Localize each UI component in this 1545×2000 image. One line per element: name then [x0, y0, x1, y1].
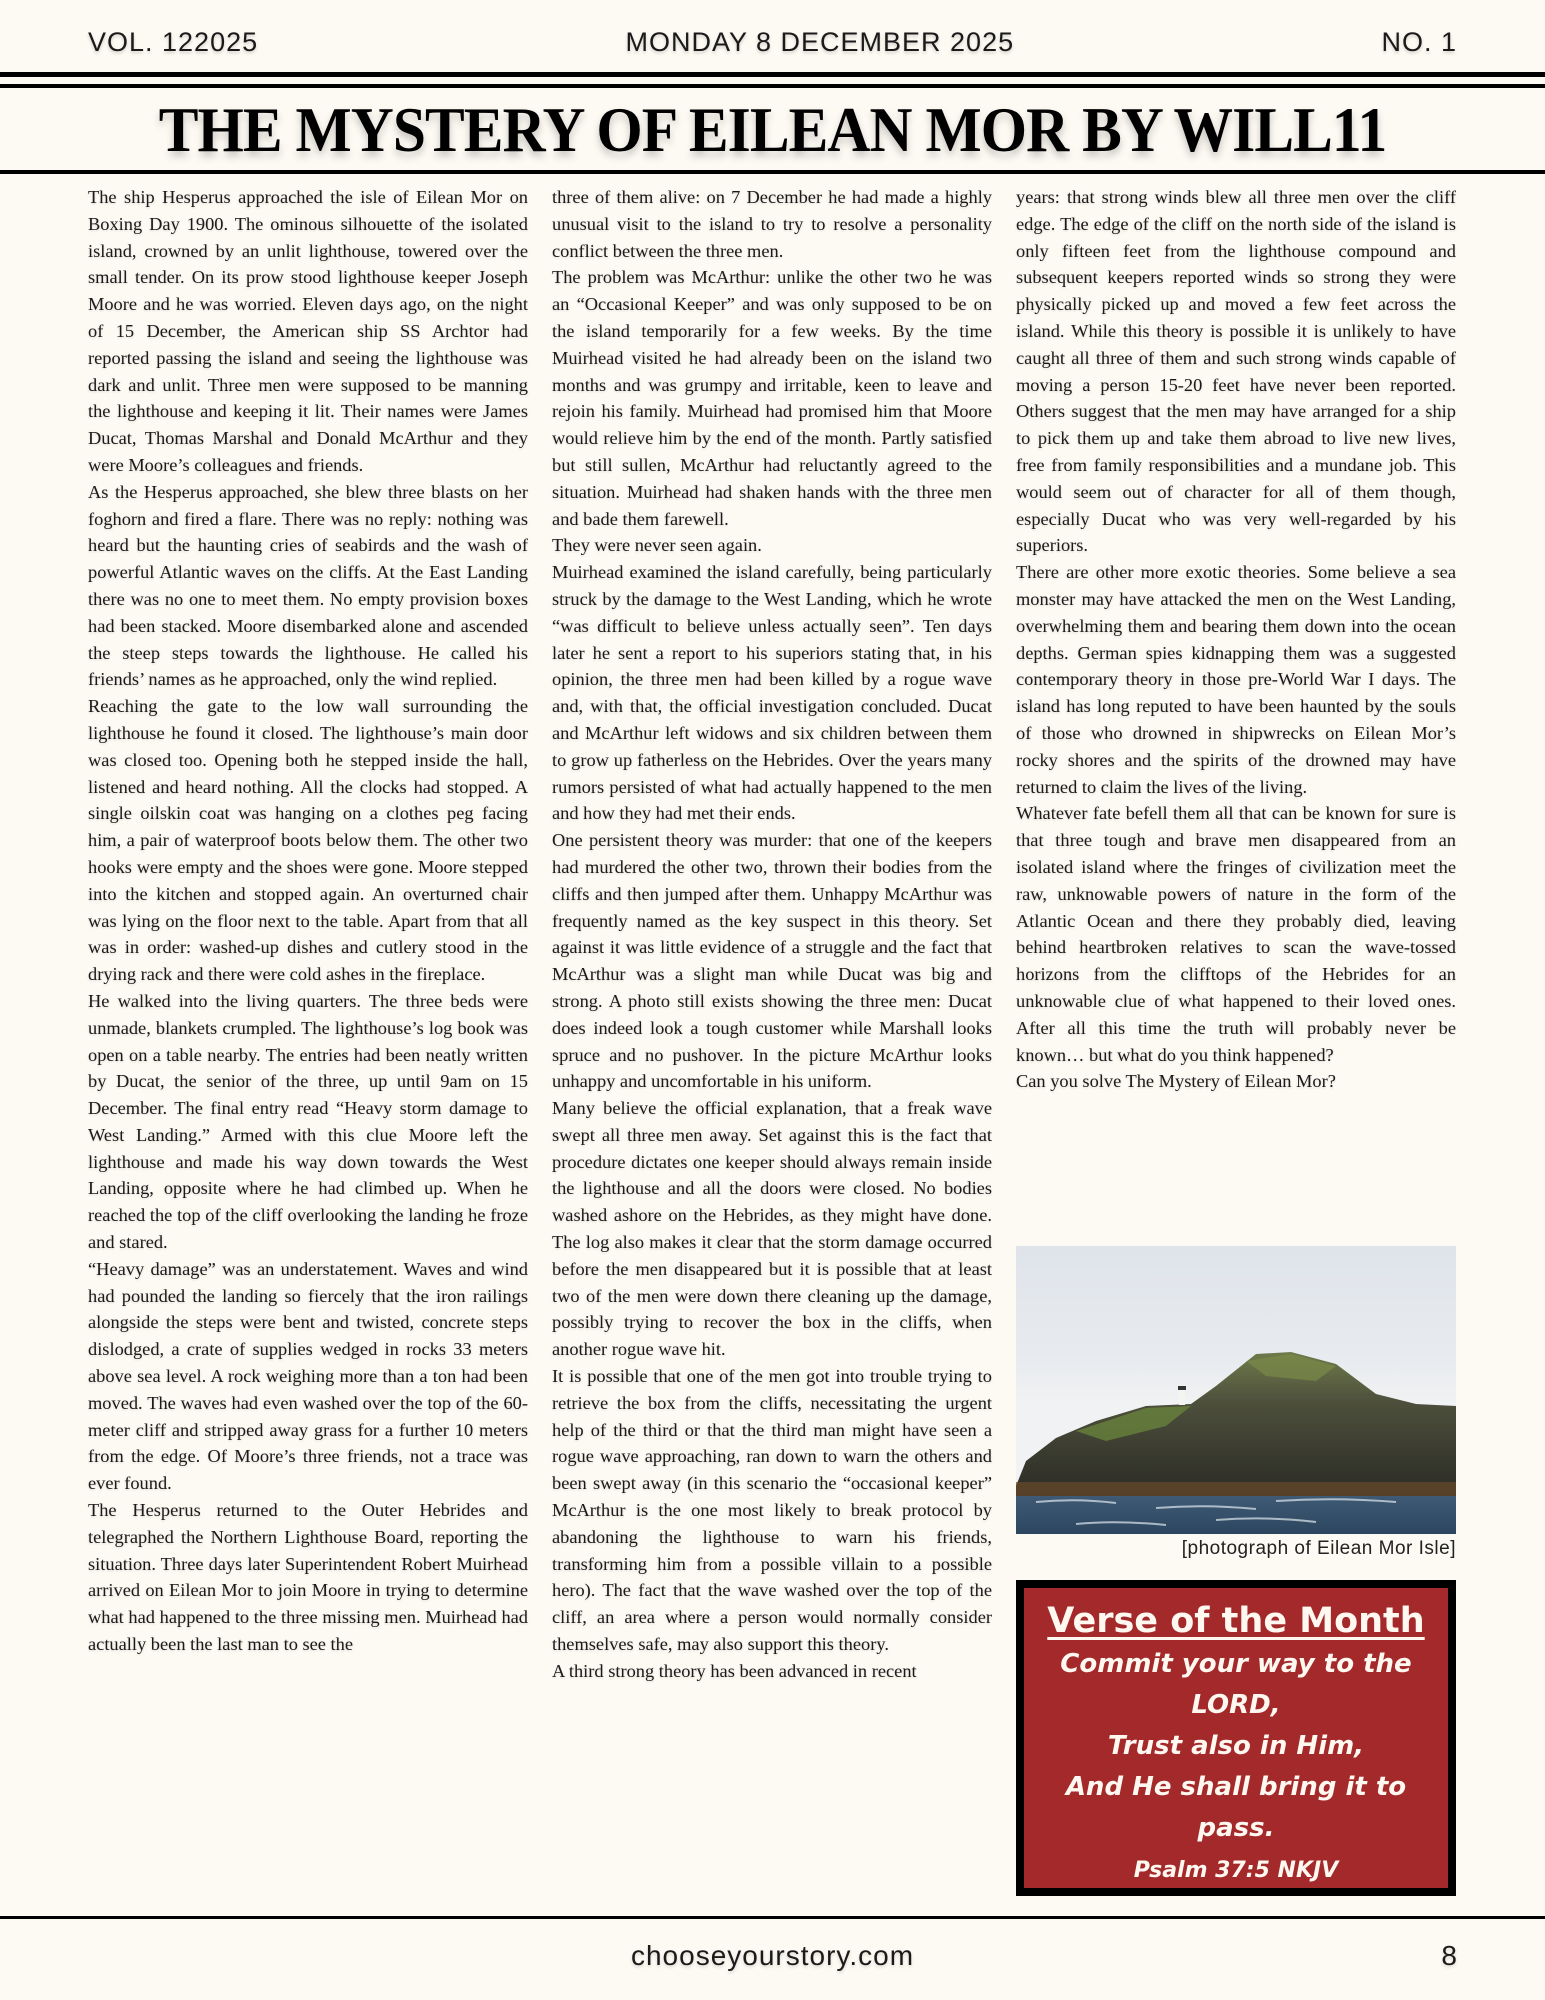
article-column-1 [88, 184, 528, 1658]
paragraph: Can you solve The Mystery of Eilean Mor? [1016, 1071, 1336, 1092]
paragraph: The ship Hesperus approached the isle of Eilean Mor on Boxing Day 1900. The ominous silhouette of the isolated island, crowned by an unlit lighthouse, towered over the small tender. On its prow stood lighthouse keeper Joseph Moore and he was worried. Eleven days ago, on the night of 15 December, the American ship SS Archtor had reported passing the island and seeing the lighthouse was dark and unlit. Three men were supposed to be manning the lighthouse and keeping it lit. Their names were James Ducat, Thomas Marshal and Donald McArthur and they were Moore’s colleagues and friends. [88, 187, 528, 475]
paragraph: A third strong theory has been advanced in recent [552, 1660, 917, 1681]
page-title: THE MYSTERY OF EILEAN MOR BY WILL11 [158, 94, 1387, 165]
verse-line: Trust also in Him, [1107, 1731, 1365, 1761]
verse-line: And He shall bring it to [1065, 1772, 1407, 1802]
article-column-2 [552, 184, 992, 1685]
verse-line: Commit your way to the [1060, 1649, 1412, 1679]
masthead [88, 22, 1457, 62]
paragraph: It is possible that one of the men got into trouble trying to retrieve the box from the cliffs, necessitating the urgent help of the third or that the third man might have seen a rogue wave approaching, ran down to warn the others and been swept away (in this scenario the “occasional keeper” McArthur is the one most likely to break protocol by abandoning the lighthouse to warn his friends, transforming him from a possible villain to a possible hero). The fact that the wave washed over the top of the cliff, an area where a person would normally consider themselves safe, may also support this theory. [552, 1366, 992, 1655]
footer-site-link[interactable]: chooseyourstory.com [630, 1940, 915, 1971]
photo-caption: [photograph of Eilean Mor Isle] [1181, 1538, 1456, 1559]
paragraph: Muirhead examined the island carefully, being particularly struck by the damage to the West Landing, which he wrote “was difficult to believe unless actually seen”. Ten days later he sent a report to his superiors stating that, in his opinion, the three men had been killed by a rogue wave and, with that, the official investigation concluded. Ducat and McArthur left widows and six children between them to grow up fatherless on the Hebrides. Over the years many rumors persisted of what had actually happened to the men and how they had met their ends. [552, 562, 992, 824]
paragraph: three of them alive: on 7 December he had made a highly unusual visit to the island to try to resolve a personality conflict between the three men. [552, 187, 992, 261]
paragraph: He walked into the living quarters. The three beds were unmade, blankets crumpled. The lighthouse’s log book was open on a table nearby. The entries had been neatly written by Ducat, the senior of the three, up until 9am on 15 December. The final entry read “Heavy storm damage to West Landing.” Armed with this clue Moore left the lighthouse and made his way down towards the West Landing, opposite where he had climbed up. When he reached the top of the cliff overlooking the landing he froze and stared. [88, 990, 528, 1253]
page-number: 8 [1441, 1940, 1457, 1971]
footer-rule [0, 1916, 1545, 1919]
paragraph: As the Hesperus approached, she blew three blasts on her foghorn and fired a flare. There was no reply: nothing was heard but the haunting cries of seabirds and the wash of powerful Atlantic waves on the cliffs. At the East Landing there was no one to meet them. No empty provision boxes had been stacked. Moore disembarked alone and ascended the steep steps towards the lighthouse. He called his friends’ names as he approached, only the wind replied. [88, 481, 528, 690]
volume-label: VOL. 122025 [88, 26, 259, 57]
island-photo [1016, 1246, 1456, 1534]
island-photo-illustration [1016, 1246, 1456, 1534]
paragraph: “Heavy damage” was an understatement. Waves and wind had pounded the landing so fiercely that the iron railings alongside the steps were bent and twisted, concrete steps dislodged, a crate of supplies wedged in rocks 33 meters above sea level. A rock weighing more than a ton had been moved. The waves had even washed over the top of the 60-meter cliff and stripped away grass for a further 10 meters from the edge. Of Moore’s three friends, not a trace was ever found. [88, 1258, 528, 1494]
verse-panel [1024, 1588, 1448, 1888]
paragraph: Reaching the gate to the low wall surrounding the lighthouse he found it closed. The lighthouse’s main door was closed too. Opening both he stepped inside the hall, listened and heard nothing. All the clocks had stopped. A single oilskin coat was hanging on a clothes peg facing him, a pair of waterproof boots below them. The other two hooks were empty and the shoes were gone. Moore stepped into the kitchen and stopped again. An overturned chair was lying on the floor next to the table. Apart from that all was in order: washed-up dishes and cutlery stood in the drying rack and there were cold ashes in the fireplace. [88, 696, 528, 985]
verse-title: Verse of the Month [1047, 1601, 1425, 1641]
verse-line: LORD, [1191, 1690, 1281, 1720]
issue-date: MONDAY 8 DECEMBER 2025 [625, 26, 1015, 57]
verse-line: pass. [1197, 1813, 1275, 1843]
article-column-3 [1016, 184, 1456, 1095]
paragraph: One persistent theory was murder: that one of the keepers had murdered the other two, thrown their bodies from the cliffs and then jumped after them. Unhappy McArthur was frequently named as the key suspect in this theory. Set against it was little evidence of a struggle and the fact that McArthur was a slight man while Ducat was big and strong. A photo still exists showing the three men: Ducat does indeed look a tough customer while Marshall looks spruce and no pushover. In the picture McArthur looks unhappy and uncomfortable in his uniform. [552, 830, 992, 1092]
paragraph: years: that strong winds blew all three men over the cliff edge. The edge of the cliff on the north side of the island is only fifteen feet from the lighthouse compound and subsequent keepers reported winds so strong they were physically picked up and moved a few feet across the island. While this theory is possible it is unlikely to have caught all three of them and such strong winds capable of moving a person 15-20 feet have never been reported. Others suggest that the men may have arranged for a ship to pick them up and take them abroad to live new lives, free from family responsibilities and a mundane job. This would seem out of character for all of them though, especially Ducat who was very well-regarded by his superiors. [1016, 187, 1456, 556]
masthead-rule-bottom [0, 84, 1545, 88]
masthead-rule-top [0, 72, 1545, 77]
paragraph: The problem was McArthur: unlike the other two he was an “Occasional Keeper” and was only supposed to be on the island temporarily for a few weeks. By the time Muirhead visited he had already been on the island two months and was grumpy and irritable, keen to leave and rejoin his family. Muirhead had promised him that Moore would relieve him by the end of the month. Partly satisfied but still sullen, McArthur had reluctantly agreed to the situation. Muirhead had shaken hands with the three men and bade them farewell. [552, 267, 992, 529]
paragraph: They were never seen again. [552, 535, 762, 556]
verse-reference: Psalm 37:5 NKJV [1133, 1858, 1339, 1883]
issue-number: NO. 1 [1381, 26, 1457, 57]
paragraph: Many believe the official explanation, that a freak wave swept all three men away. Set against this is the fact that procedure dictates one keeper should always remain inside the lighthouse and all the doors were closed. No bodies washed ashore on the Hebrides, as they might have done. The log also makes it clear that the storm damage occurred before the men disappeared but it is possible that at least two of the men were down there cleaning up the damage, possibly trying to recover the box in the cliffs, when another rogue wave hit. [552, 1098, 992, 1360]
paragraph: Whatever fate befell them all that can be known for sure is that three tough and brave men disappeared from an isolated island where the fringes of civilization meet the raw, unknowable powers of nature in the form of the Atlantic Ocean and there they probably died, leaving behind heartbroken relatives to scan the wave-tossed horizons from the clifftops of the Hebrides for an unknowable clue of what happened to their loved ones. After all this time the truth will probably never be known… but what do you think happened? [1016, 803, 1456, 1065]
headline-rule [0, 170, 1545, 174]
paragraph: There are other more exotic theories. Some believe a sea monster may have attacked the men on the West Landing, overwhelming them and bearing them down into the ocean depths. German spies kidnapping them was a suggested contemporary theory in those pre-World War I days. The island has long reputed to have been haunted by the souls of those who drowned in shipwrecks on Eilean Mor’s rocky shores and the spirits of the drowned may have returned to claim the lives of the living. [1016, 562, 1456, 797]
footer [88, 1940, 1457, 1980]
photo-figure [1016, 1246, 1456, 1560]
paragraph: The Hesperus returned to the Outer Hebrides and telegraphed the Northern Lighthouse Board, reporting the situation. Three days later Superintendent Robert Muirhead arrived on Eilean Mor to join Moore in trying to determine what had happened to the three missing men. Muirhead had actually been the last man to see the [88, 1500, 528, 1655]
verse-of-the-month-box [1016, 1580, 1456, 1896]
